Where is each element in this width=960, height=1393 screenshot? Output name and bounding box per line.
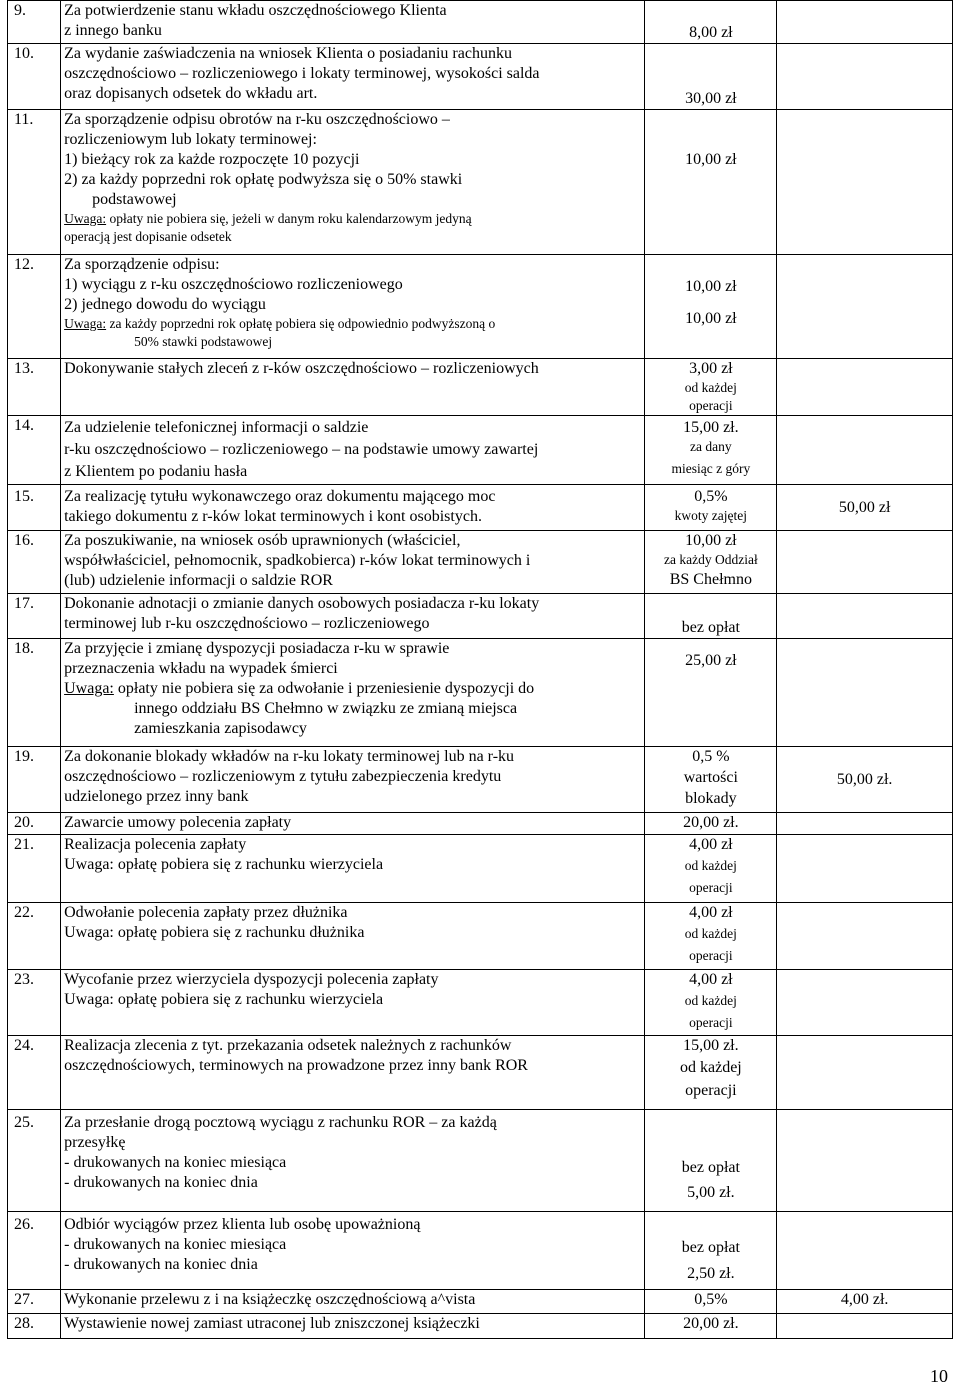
row-extra-fee [777,835,953,903]
table-row [8,970,953,1036]
row-number: 21. [8,835,61,903]
row-extra-fee [777,1212,953,1290]
row-number: 22. [8,903,61,970]
table-row [8,835,953,903]
table-row [8,747,953,813]
table-row [8,110,953,255]
row-description: Odwołanie polecenia zapłaty przez dłużnika Uwaga: opłatę pobiera się z rachunku dłużnika [61,903,645,970]
row-description: Realizacja zlecenia z tyt. przekazania odsetek należnych z rachunków oszczędnościowych, terminowych na prowadzone przez inny bank ROR [61,1036,645,1110]
row-fee: 0,5% kwoty zajętej [645,485,777,531]
row-fee: bez opłat 2,50 zł. [645,1212,777,1290]
row-description: Za poszukiwanie, na wniosek osób uprawnionych (właściciel, współwłaściciel, pełnomocnik, spadkobierca) r-ków lokat terminowych i (lub) udzielenie informacji o saldzie ROR [61,531,645,594]
row-fee: 15,00 zł. za dany miesiąc z góry [645,416,777,485]
row-fee: 20,00 zł. [645,813,777,835]
row-description: Za przyjęcie i zmianę dyspozycji posiadacza r-ku w sprawie przeznaczenia wkładu na wypadek śmierci Uwaga: opłaty nie pobiera się za odwołanie i przeniesienie dyspozycji do innego oddziału BS Chełmno w związku ze zmianą miejsca zamieszkania zapisodawcy [61,639,645,747]
row-number: 28. [8,1314,61,1339]
row-fee: 10,00 zł [645,110,777,255]
row-number: 26. [8,1212,61,1290]
fee-table [7,0,953,1339]
row-fee: 8,00 zł [645,1,777,44]
row-extra-fee [777,416,953,485]
row-extra-fee [777,970,953,1036]
note-label: Uwaga: [64,316,107,331]
table-row [8,1314,953,1339]
row-description: Dokonanie adnotacji o zmianie danych osobowych posiadacza r-ku lokaty terminowej lub r-ku oszczędnościowo – rozliczeniowego [61,594,645,639]
row-extra-fee [777,44,953,110]
table-row [8,1290,953,1314]
row-fee: 3,00 zł od każdej operacji [645,359,777,416]
row-number: 15. [8,485,61,531]
row-fee: 20,00 zł. [645,1314,777,1339]
table-row [8,1036,953,1110]
row-description: Dokonywanie stałych zleceń z r-ków oszczędnościowo – rozliczeniowych [61,359,645,416]
row-description: Wykonanie przelewu z i na książeczkę oszczędnościową a^vista [61,1290,645,1314]
row-description: Wystawienie nowej zamiast utraconej lub zniszczonej książeczki [61,1314,645,1339]
row-description: Za dokonanie blokady wkładów na r-ku lokaty terminowej lub na r-ku oszczędnościowo – rozliczeniowym z tytułu zabezpieczenia kredytu udzielonego przez inny bank [61,747,645,813]
row-fee: 0,5% [645,1290,777,1314]
table-row [8,594,953,639]
row-fee: 0,5 % wartości blokady [645,747,777,813]
row-extra-fee [777,903,953,970]
row-number: 18. [8,639,61,747]
table-row [8,531,953,594]
row-number: 12. [8,255,61,359]
table-row [8,255,953,359]
row-fee: 25,00 zł [645,639,777,747]
row-number: 13. [8,359,61,416]
row-number: 14. [8,416,61,485]
row-number: 9. [8,1,61,44]
row-fee: 4,00 zł od każdej operacji [645,970,777,1036]
table-row [8,813,953,835]
table-row [8,416,953,485]
row-fee: 4,00 zł od każdej operacji [645,903,777,970]
row-extra-fee [777,255,953,359]
page-number: 10 [930,1366,948,1386]
row-description: Zawarcie umowy polecenia zapłaty [61,813,645,835]
row-description: Za sporządzenie odpisu obrotów na r-ku oszczędnościowo – rozliczeniowym lub lokaty terminowej: 1) bieżący rok za każde rozpoczęte 10 pozycji 2) za każdy poprzedni rok opłatę podwyższa się o 50% stawki podstawowej Uwaga: opłaty nie pobiera się, jeżeli w danym roku kalendarzowym jedyną operacją jest dopisanie odsetek [61,110,645,255]
row-description: Za realizację tytułu wykonawczego oraz dokumentu mającego moc takiego dokumentu z r-ków lokat terminowych i kont osobistych. [61,485,645,531]
row-extra-fee [777,1036,953,1110]
note-label: Uwaga: [64,211,107,226]
row-extra-fee: 50,00 zł [777,485,953,531]
row-extra-fee [777,1314,953,1339]
row-extra-fee: 4,00 zł. [777,1290,953,1314]
row-description: Za przesłanie drogą pocztową wyciągu z rachunku ROR – za każdą przesyłkę - drukowanych na koniec miesiąca - drukowanych na koniec dnia [61,1110,645,1212]
table-row [8,1110,953,1212]
row-number: 19. [8,747,61,813]
row-extra-fee [777,359,953,416]
row-extra-fee: 50,00 zł. [777,747,953,813]
table-row [8,485,953,531]
row-number: 16. [8,531,61,594]
row-number: 11. [8,110,61,255]
row-description: Za wydanie zaświadczenia na wniosek Klienta o posiadaniu rachunku oszczędnościowo – rozliczeniowego i lokaty terminowej, wysokości salda oraz dopisanych odsetek do wkładu art. [61,44,645,110]
table-row [8,44,953,110]
row-fee: 30,00 zł [645,44,777,110]
row-number: 17. [8,594,61,639]
row-number: 25. [8,1110,61,1212]
row-extra-fee [777,639,953,747]
row-number: 10. [8,44,61,110]
table-row [8,903,953,970]
table-row [8,639,953,747]
table-row [8,1,953,44]
row-number: 23. [8,970,61,1036]
row-extra-fee [777,110,953,255]
row-extra-fee [777,813,953,835]
table-row [8,1212,953,1290]
row-description: Wycofanie przez wierzyciela dyspozycji polecenia zapłaty Uwaga: opłatę pobiera się z rachunku wierzyciela [61,970,645,1036]
row-fee: 10,00 zł za każdy Oddział BS Chełmno [645,531,777,594]
row-fee: 10,00 zł 10,00 zł [645,255,777,359]
row-extra-fee [777,594,953,639]
row-description: Za potwierdzenie stanu wkładu oszczędnościowego Klienta z innego banku [61,1,645,44]
row-number: 24. [8,1036,61,1110]
row-fee: bez opłat 5,00 zł. [645,1110,777,1212]
row-number: 20. [8,813,61,835]
row-description: Odbiór wyciągów przez klienta lub osobę upoważnioną - drukowanych na koniec miesiąca - drukowanych na koniec dnia [61,1212,645,1290]
row-description: Za sporządzenie odpisu: 1) wyciągu z r-ku oszczędnościowo rozliczeniowego 2) jednego dowodu do wyciągu Uwaga: za każdy poprzedni rok opłatę pobiera się odpowiednio podwyższoną o 50% stawki podstawowej [61,255,645,359]
row-number: 27. [8,1290,61,1314]
row-extra-fee [777,531,953,594]
row-fee: bez opłat [645,594,777,639]
table-row [8,359,953,416]
row-fee: 4,00 zł od każdej operacji [645,835,777,903]
row-description: Za udzielenie telefonicznej informacji o saldzie r-ku oszczędnościowo – rozliczeniowego – na podstawie umowy zawartej z Klientem po podaniu hasła [61,416,645,485]
row-extra-fee [777,1,953,44]
note-label: Uwaga: [64,680,114,697]
row-description: Realizacja polecenia zapłaty Uwaga: opłatę pobiera się z rachunku wierzyciela [61,835,645,903]
row-extra-fee [777,1110,953,1212]
row-fee: 15,00 zł. od każdej operacji [645,1036,777,1110]
